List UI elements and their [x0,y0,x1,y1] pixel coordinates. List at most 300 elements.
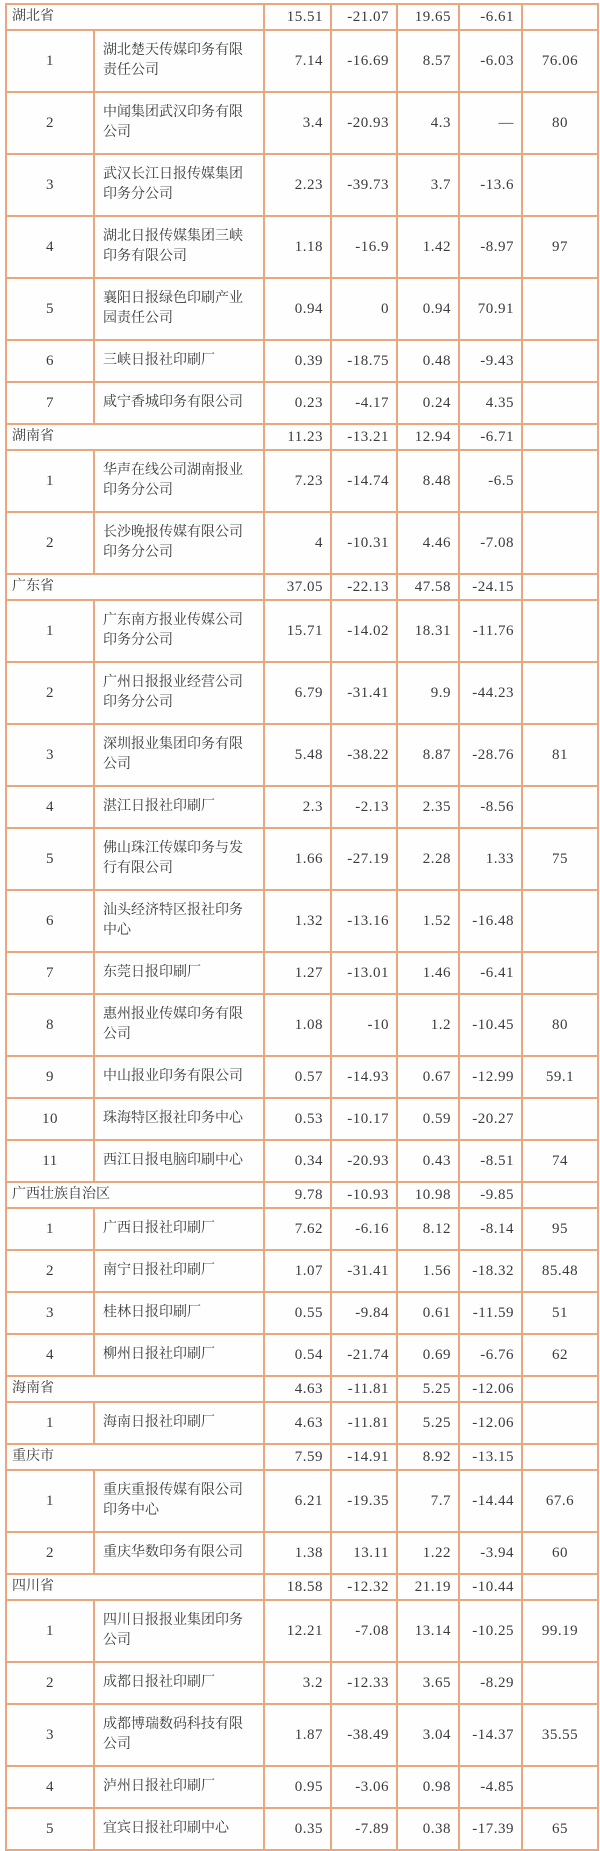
company-name-cell: 泸州日报社印刷厂 [94,1766,264,1808]
province-score-cell [522,1444,598,1470]
province-total-cell: 18.58 [264,1574,331,1600]
value-cell: 0.69 [397,1334,459,1376]
value-cell: -20.93 [331,1140,397,1182]
score-cell: 80 [522,994,598,1056]
value-cell: 0.67 [397,1056,459,1098]
table-row [6,1208,598,1250]
value-cell: -16.69 [331,30,397,92]
value-cell: 70.91 [459,278,522,340]
value-cell: 7.14 [264,30,331,92]
row-index-cell: 1 [6,1402,94,1444]
province-total-cell: -6.61 [459,4,522,30]
province-score-cell [522,1574,598,1600]
row-index-cell: 3 [6,1704,94,1766]
value-cell: 6.21 [264,1470,331,1532]
company-name-cell: 三峡日报社印刷厂 [94,340,264,382]
row-index-cell: 6 [6,340,94,382]
value-cell: 1.66 [264,828,331,890]
table-row [6,216,598,278]
company-name-cell: 柳州日报社印刷厂 [94,1334,264,1376]
row-index-cell: 3 [6,724,94,786]
value-cell: -10.31 [331,512,397,574]
row-index-cell: 7 [6,382,94,424]
table-row [6,1098,598,1140]
company-name-cell: 西江日报电脑印刷中心 [94,1140,264,1182]
value-cell: 0.35 [264,1808,331,1850]
value-cell: -39.73 [331,154,397,216]
row-index-cell: 5 [6,278,94,340]
score-cell: 75 [522,828,598,890]
table-row [6,952,598,994]
table-row [6,1334,598,1376]
value-cell: 0.43 [397,1140,459,1182]
value-cell: 3.7 [397,154,459,216]
table-row [6,278,598,340]
row-index-cell: 9 [6,1056,94,1098]
value-cell: 8.48 [397,450,459,512]
value-cell: -8.29 [459,1662,522,1704]
province-total-cell: -13.15 [459,1444,522,1470]
province-total-cell: 8.92 [397,1444,459,1470]
score-cell: 95 [522,1208,598,1250]
score-cell [522,786,598,828]
value-cell: -10.25 [459,1600,522,1662]
company-name-cell: 襄阳日报绿色印刷产业园责任公司 [94,278,264,340]
value-cell: 3.65 [397,1662,459,1704]
row-index-cell: 10 [6,1098,94,1140]
company-name-cell: 广西日报社印刷厂 [94,1208,264,1250]
value-cell: 1.52 [397,890,459,952]
province-summary-row [6,1376,598,1402]
value-cell: 2.3 [264,786,331,828]
printing-volume-table [5,3,599,1851]
company-name-cell: 汕头经济特区报社印务中心 [94,890,264,952]
value-cell: 1.08 [264,994,331,1056]
company-name-cell: 南宁日报社印刷厂 [94,1250,264,1292]
value-cell: -13.6 [459,154,522,216]
value-cell: 1.32 [264,890,331,952]
province-total-cell: 12.94 [397,424,459,450]
value-cell: 8.87 [397,724,459,786]
province-name-cell: 湖南省 [6,424,264,450]
score-cell: 81 [522,724,598,786]
value-cell: 1.2 [397,994,459,1056]
value-cell: -2.13 [331,786,397,828]
province-total-cell: 10.98 [397,1182,459,1208]
value-cell: -10.45 [459,994,522,1056]
table-row [6,994,598,1056]
table-row [6,1402,598,1444]
value-cell: 6.79 [264,662,331,724]
value-cell: -16.9 [331,216,397,278]
score-cell [522,278,598,340]
row-index-cell: 4 [6,786,94,828]
table-row [6,1140,598,1182]
value-cell: 0.39 [264,340,331,382]
province-total-cell: -21.07 [331,4,397,30]
value-cell: 2.23 [264,154,331,216]
province-total-cell: 4.63 [264,1376,331,1402]
score-cell [522,1402,598,1444]
value-cell: 8.57 [397,30,459,92]
table-row [6,1250,598,1292]
score-cell: 74 [522,1140,598,1182]
value-cell: 3.04 [397,1704,459,1766]
score-cell: 76.06 [522,30,598,92]
value-cell: -7.89 [331,1808,397,1850]
province-total-cell: -10.44 [459,1574,522,1600]
company-name-cell: 湖北日报传媒集团三峡印务有限公司 [94,216,264,278]
value-cell: -27.19 [331,828,397,890]
value-cell: 4.3 [397,92,459,154]
company-name-cell: 重庆重报传媒有限公司印务中心 [94,1470,264,1532]
province-total-cell: 15.51 [264,4,331,30]
row-index-cell: 7 [6,952,94,994]
row-index-cell: 11 [6,1140,94,1182]
company-name-cell: 珠海特区报社印务中心 [94,1098,264,1140]
score-cell [522,1766,598,1808]
table-row [6,450,598,512]
province-score-cell [522,1376,598,1402]
table-row [6,1056,598,1098]
province-summary-row [6,574,598,600]
province-total-cell: -11.81 [331,1376,397,1402]
province-total-cell: -24.15 [459,574,522,600]
value-cell: -11.76 [459,600,522,662]
value-cell: 7.7 [397,1470,459,1532]
value-cell: -20.93 [331,92,397,154]
value-cell: 18.31 [397,600,459,662]
table-row [6,1662,598,1704]
score-cell: 62 [522,1334,598,1376]
row-index-cell: 6 [6,890,94,952]
province-summary-row [6,1444,598,1470]
score-cell: 97 [522,216,598,278]
score-cell: 65 [522,1808,598,1850]
score-cell [522,154,598,216]
province-summary-row [6,1574,598,1600]
company-name-cell: 中山报业印务有限公司 [94,1056,264,1098]
province-total-cell: 7.59 [264,1444,331,1470]
row-index-cell: 1 [6,1470,94,1532]
value-cell: 7.62 [264,1208,331,1250]
province-total-cell: 5.25 [397,1376,459,1402]
score-cell: 60 [522,1532,598,1574]
company-name-cell: 成都日报社印刷厂 [94,1662,264,1704]
score-cell [522,890,598,952]
company-name-cell: 武汉长江日报传媒集团印务分公司 [94,154,264,216]
province-name-cell: 海南省 [6,1376,264,1402]
row-index-cell: 2 [6,662,94,724]
row-index-cell: 2 [6,1532,94,1574]
value-cell: -18.32 [459,1250,522,1292]
company-name-cell: 广东南方报业传媒公司印务分公司 [94,600,264,662]
value-cell: 2.28 [397,828,459,890]
company-name-cell: 中闻集团武汉印务有限公司 [94,92,264,154]
company-name-cell: 广州日报报业经营公司印务分公司 [94,662,264,724]
row-index-cell: 2 [6,1662,94,1704]
value-cell: -6.16 [331,1208,397,1250]
row-index-cell: 4 [6,1334,94,1376]
value-cell: -31.41 [331,662,397,724]
province-total-cell: -9.85 [459,1182,522,1208]
table-row [6,1292,598,1334]
value-cell: -3.06 [331,1766,397,1808]
value-cell: -13.01 [331,952,397,994]
value-cell: 1.42 [397,216,459,278]
province-name-cell: 广西壮族自治区 [6,1182,264,1208]
value-cell: 1.07 [264,1250,331,1292]
score-cell [522,450,598,512]
value-cell: 1.56 [397,1250,459,1292]
value-cell: -19.35 [331,1470,397,1532]
province-total-cell: -12.32 [331,1574,397,1600]
province-name-cell: 四川省 [6,1574,264,1600]
table-row [6,828,598,890]
value-cell: -31.41 [331,1250,397,1292]
value-cell: -28.76 [459,724,522,786]
row-index-cell: 4 [6,216,94,278]
table-row [6,382,598,424]
value-cell: 0 [331,278,397,340]
value-cell: -16.48 [459,890,522,952]
score-cell: 85.48 [522,1250,598,1292]
value-cell: -13.16 [331,890,397,952]
value-cell: 0.98 [397,1766,459,1808]
province-summary-row [6,1182,598,1208]
value-cell: 1.27 [264,952,331,994]
table-row [6,1532,598,1574]
row-index-cell: 1 [6,1600,94,1662]
value-cell: -8.56 [459,786,522,828]
table-row [6,340,598,382]
score-cell [522,662,598,724]
table-row [6,1808,598,1850]
value-cell: 2.35 [397,786,459,828]
province-total-cell: -10.93 [331,1182,397,1208]
row-index-cell: 4 [6,1766,94,1808]
score-cell [522,340,598,382]
row-index-cell: 5 [6,1808,94,1850]
table-row [6,154,598,216]
company-name-cell: 深圳报业集团印务有限公司 [94,724,264,786]
value-cell: 0.54 [264,1334,331,1376]
province-total-cell: -13.21 [331,424,397,450]
row-index-cell: 3 [6,154,94,216]
score-cell [522,1662,598,1704]
value-cell: 1.38 [264,1532,331,1574]
value-cell: 1.46 [397,952,459,994]
table-row [6,890,598,952]
row-index-cell: 5 [6,828,94,890]
value-cell: -38.49 [331,1704,397,1766]
value-cell: 4.35 [459,382,522,424]
row-index-cell: 1 [6,450,94,512]
province-total-cell: -14.91 [331,1444,397,1470]
table-row [6,512,598,574]
score-cell: 59.1 [522,1056,598,1098]
company-name-cell: 咸宁香城印务有限公司 [94,382,264,424]
value-cell: -38.22 [331,724,397,786]
province-name-cell: 广东省 [6,574,264,600]
value-cell: 0.61 [397,1292,459,1334]
value-cell: -14.74 [331,450,397,512]
value-cell: 5.25 [397,1402,459,1444]
value-cell: -8.51 [459,1140,522,1182]
score-cell [522,600,598,662]
row-index-cell: 3 [6,1292,94,1334]
value-cell: 0.94 [397,278,459,340]
value-cell: -4.85 [459,1766,522,1808]
value-cell: -9.84 [331,1292,397,1334]
value-cell: -7.08 [459,512,522,574]
table-row [6,724,598,786]
row-index-cell: 2 [6,1250,94,1292]
province-total-cell: -12.06 [459,1376,522,1402]
value-cell: -12.99 [459,1056,522,1098]
value-cell: 7.23 [264,450,331,512]
value-cell: -7.08 [331,1600,397,1662]
value-cell: 0.59 [397,1098,459,1140]
value-cell: -4.17 [331,382,397,424]
value-cell: -14.93 [331,1056,397,1098]
value-cell: 1.22 [397,1532,459,1574]
value-cell: 12.21 [264,1600,331,1662]
company-name-cell: 海南日报社印刷厂 [94,1402,264,1444]
company-name-cell: 桂林日报印刷厂 [94,1292,264,1334]
score-cell [522,952,598,994]
company-name-cell: 重庆华数印务有限公司 [94,1532,264,1574]
value-cell: -20.27 [459,1098,522,1140]
value-cell: 0.24 [397,382,459,424]
province-name-cell: 重庆市 [6,1444,264,1470]
value-cell: 0.95 [264,1766,331,1808]
value-cell: -8.14 [459,1208,522,1250]
value-cell: 0.34 [264,1140,331,1182]
value-cell: 3.2 [264,1662,331,1704]
company-name-cell: 长沙晚报传媒有限公司印务分公司 [94,512,264,574]
table-row [6,786,598,828]
company-name-cell: 华声在线公司湖南报业印务分公司 [94,450,264,512]
row-index-cell: 1 [6,600,94,662]
value-cell: -11.59 [459,1292,522,1334]
table-row [6,92,598,154]
company-name-cell: 佛山珠江传媒印务与发行有限公司 [94,828,264,890]
table-row [6,1704,598,1766]
row-index-cell: 2 [6,92,94,154]
table-row [6,30,598,92]
company-name-cell: 东莞日报印刷厂 [94,952,264,994]
score-cell: 80 [522,92,598,154]
value-cell: -10.17 [331,1098,397,1140]
value-cell: 3.4 [264,92,331,154]
value-cell: 1.18 [264,216,331,278]
value-cell: -18.75 [331,340,397,382]
value-cell: 4.46 [397,512,459,574]
value-cell: -6.5 [459,450,522,512]
table-row [6,1766,598,1808]
value-cell: 0.55 [264,1292,331,1334]
value-cell: 0.57 [264,1056,331,1098]
value-cell: -6.41 [459,952,522,994]
company-name-cell: 湖北楚天传媒印务有限责任公司 [94,30,264,92]
value-cell: -8.97 [459,216,522,278]
value-cell: -44.23 [459,662,522,724]
value-cell: -6.03 [459,30,522,92]
score-cell [522,512,598,574]
province-total-cell: 9.78 [264,1182,331,1208]
company-name-cell: 成都博瑞数码科技有限公司 [94,1704,264,1766]
value-cell: -10 [331,994,397,1056]
value-cell: -11.81 [331,1402,397,1444]
value-cell: 1.33 [459,828,522,890]
province-score-cell [522,1182,598,1208]
table-row [6,662,598,724]
value-cell: -12.06 [459,1402,522,1444]
value-cell: 4 [264,512,331,574]
province-total-cell: 21.19 [397,1574,459,1600]
value-cell: -14.37 [459,1704,522,1766]
province-score-cell [522,4,598,30]
value-cell: 0.53 [264,1098,331,1140]
table-row [6,1470,598,1532]
row-index-cell: 2 [6,512,94,574]
value-cell: -14.02 [331,600,397,662]
company-name-cell: 湛江日报社印刷厂 [94,786,264,828]
company-name-cell: 宜宾日报社印刷中心 [94,1808,264,1850]
value-cell: 0.23 [264,382,331,424]
company-name-cell: 惠州报业传媒印务有限公司 [94,994,264,1056]
province-total-cell: 19.65 [397,4,459,30]
value-cell: 8.12 [397,1208,459,1250]
score-cell [522,1098,598,1140]
value-cell: 5.48 [264,724,331,786]
score-cell: 99.19 [522,1600,598,1662]
row-index-cell: 1 [6,30,94,92]
province-score-cell [522,424,598,450]
province-total-cell: -22.13 [331,574,397,600]
value-cell: -3.94 [459,1532,522,1574]
value-cell: 13.11 [331,1532,397,1574]
score-cell: 67.6 [522,1470,598,1532]
province-total-cell: 47.58 [397,574,459,600]
value-cell: 0.48 [397,340,459,382]
value-cell: — [459,92,522,154]
value-cell: -21.74 [331,1334,397,1376]
table-row [6,600,598,662]
province-summary-row [6,424,598,450]
province-total-cell: -6.71 [459,424,522,450]
table-body [6,4,598,1850]
company-name-cell: 四川日报报业集团印务公司 [94,1600,264,1662]
value-cell: -14.44 [459,1470,522,1532]
score-cell [522,382,598,424]
value-cell: 1.87 [264,1704,331,1766]
province-total-cell: 37.05 [264,574,331,600]
province-summary-row [6,4,598,30]
score-cell: 35.55 [522,1704,598,1766]
value-cell: 15.71 [264,600,331,662]
value-cell: 9.9 [397,662,459,724]
row-index-cell: 8 [6,994,94,1056]
value-cell: 13.14 [397,1600,459,1662]
value-cell: -17.39 [459,1808,522,1850]
province-score-cell [522,574,598,600]
province-total-cell: 11.23 [264,424,331,450]
score-cell: 51 [522,1292,598,1334]
value-cell: 4.63 [264,1402,331,1444]
value-cell: -12.33 [331,1662,397,1704]
